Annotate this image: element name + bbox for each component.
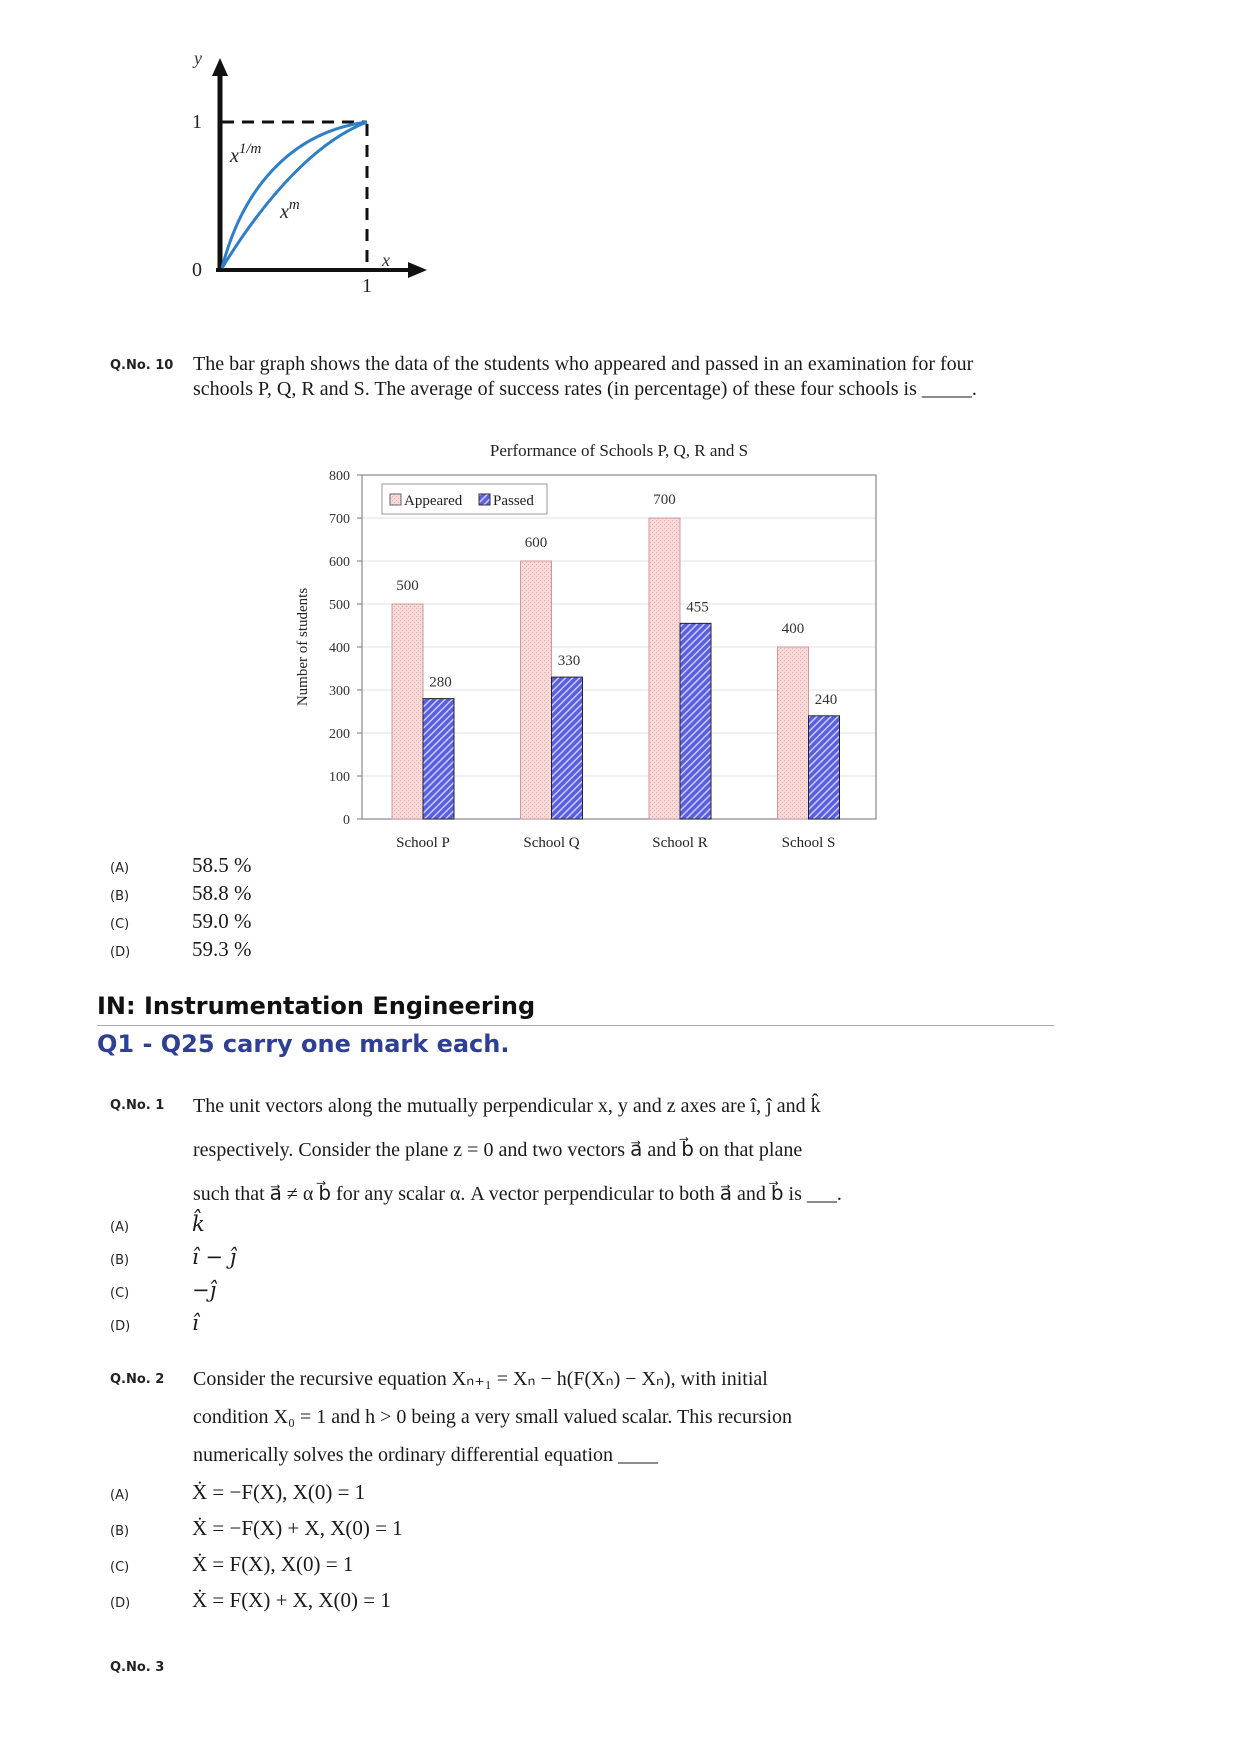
data-label: 700 <box>653 492 676 508</box>
option-d[interactable] <box>110 1588 610 1618</box>
option-b[interactable] <box>110 1245 410 1275</box>
section-subtitle: Q1 - Q25 carry one mark each. <box>97 1030 510 1058</box>
section-title: IN: Instrumentation Engineering <box>97 992 536 1020</box>
legend-label-passed: Passed <box>493 493 534 509</box>
option-d[interactable] <box>110 1311 410 1341</box>
question-text: The bar graph shows the data of the students who appeared and passed in an examination for four schools P, Q, R and S. The average of success rates (in percentage) of these four schools is _____. <box>193 353 977 400</box>
option-label: (D) <box>110 1596 131 1611</box>
origin-label: 0 <box>192 259 202 281</box>
y-axis-arrow <box>212 58 228 76</box>
bar-chart <box>280 432 900 852</box>
option-label: (D) <box>110 1319 131 1334</box>
option-label: (C) <box>110 1286 130 1301</box>
option-text: Ẋ = −F(X) + X, X(0) = 1 <box>192 1516 403 1540</box>
y-tick-label: 300 <box>329 684 350 699</box>
data-label: 400 <box>781 621 805 637</box>
y-tick-label: 200 <box>329 727 350 742</box>
option-text: 59.3 % <box>192 937 252 961</box>
option-text: 58.8 % <box>192 881 252 905</box>
option-b[interactable] <box>110 881 410 909</box>
x-tick-label: School Q <box>523 835 580 851</box>
y-tick-label: 0 <box>343 813 350 828</box>
option-label: (A) <box>110 1488 130 1503</box>
bar-appeared <box>649 518 680 819</box>
data-label: 240 <box>814 691 838 708</box>
option-a[interactable] <box>110 1480 610 1510</box>
option-label: (A) <box>110 861 130 876</box>
option-label: (B) <box>110 1253 130 1268</box>
option-text: 58.5 % <box>192 853 252 877</box>
option-text: î <box>192 1311 199 1335</box>
option-text: 59.0 % <box>192 909 252 933</box>
bar-passed <box>552 677 583 819</box>
question-line: such that a⃗ ≠ α b⃗ for any scalar α. A vector perpendicular to both a⃗ and b⃗ is ___. <box>193 1183 842 1205</box>
question-text <box>193 1360 1013 1474</box>
option-d[interactable] <box>110 937 410 965</box>
y-tick-label: 500 <box>329 598 350 613</box>
question-line: respectively. Consider the plane z = 0 and two vectors a⃗ and b⃗ on that plane <box>193 1139 803 1161</box>
data-label: 280 <box>429 674 452 691</box>
option-text: î − ĵ <box>192 1245 237 1269</box>
option-label: (C) <box>110 1560 130 1575</box>
question-number: Q.No. 2 <box>110 1372 165 1387</box>
bar-appeared <box>778 647 809 819</box>
option-label: (B) <box>110 889 130 904</box>
legend-swatch-passed <box>479 494 490 505</box>
option-text: Ẋ = F(X) + X, X(0) = 1 <box>192 1588 391 1612</box>
question-number: Q.No. 1 <box>110 1098 165 1113</box>
data-label: 330 <box>557 653 581 670</box>
option-text: −ĵ <box>192 1278 217 1302</box>
section-divider <box>97 1025 1054 1026</box>
bar-appeared <box>392 604 423 819</box>
curves-figure <box>150 40 470 330</box>
chart-title: Performance of Schools P, Q, R and S <box>489 441 749 460</box>
data-label: 500 <box>396 578 419 594</box>
question-number: Q.No. 10 <box>110 358 174 373</box>
option-label: (A) <box>110 1220 130 1235</box>
options-q2 <box>110 1480 710 1620</box>
option-c[interactable] <box>110 1278 410 1308</box>
data-label: 455 <box>686 599 709 616</box>
bar-passed <box>680 623 711 819</box>
option-c[interactable] <box>110 909 410 937</box>
options-q1 <box>110 1212 510 1342</box>
question-line: numerically solves the ordinary differential equation ____ <box>193 1444 659 1466</box>
question-line: condition X₀ = 1 and h > 0 being a very small valued scalar. This recursion <box>193 1406 793 1428</box>
bar-appeared <box>521 561 552 819</box>
x-axis-label: x <box>382 250 390 270</box>
x-tick-label: School R <box>652 835 708 851</box>
y-axis-label: Number of students <box>295 587 311 707</box>
option-text: Ẋ = −F(X), X(0) = 1 <box>192 1480 366 1504</box>
y-tick-label: 700 <box>329 512 350 527</box>
option-label: (C) <box>110 917 130 932</box>
bar-passed <box>423 699 454 819</box>
question-line: Consider the recursive equation Xₙ₊₁ = Xₙ − h(F(Xₙ) − Xₙ), with initial <box>193 1368 768 1390</box>
x-axis-arrow <box>408 262 427 278</box>
option-a[interactable] <box>110 1212 410 1242</box>
legend-swatch-appeared <box>390 494 401 505</box>
x-tick-label: School P <box>396 835 450 851</box>
option-text: k̂ <box>192 1212 205 1236</box>
y-tick-label: 400 <box>329 641 350 656</box>
question-text <box>193 1084 1013 1216</box>
y-tick-label: 800 <box>329 469 350 484</box>
curve-upper-label: $x^{1/m}$ <box>230 141 262 167</box>
x-tick-1: 1 <box>362 275 372 297</box>
option-text: Ẋ = F(X), X(0) = 1 <box>192 1552 354 1576</box>
y-tick-1: 1 <box>192 111 202 133</box>
option-a[interactable] <box>110 853 410 881</box>
option-b[interactable] <box>110 1516 610 1546</box>
curve-lower-label: $x^m$ <box>280 197 300 223</box>
y-tick-label: 100 <box>329 770 350 785</box>
bar-passed <box>809 716 840 819</box>
option-c[interactable] <box>110 1552 610 1582</box>
question-number: Q.No. 3 <box>110 1660 165 1675</box>
option-label: (B) <box>110 1524 130 1539</box>
legend-label-appeared: Appeared <box>404 493 463 509</box>
data-label: 600 <box>524 535 548 551</box>
question-line: The unit vectors along the mutually perpendicular x, y and z axes are î, ĵ and k̂ <box>193 1095 821 1117</box>
y-tick-label: 600 <box>329 555 350 570</box>
x-tick-label: School S <box>781 835 836 851</box>
y-axis-label: y <box>194 48 202 68</box>
option-label: (D) <box>110 945 131 960</box>
